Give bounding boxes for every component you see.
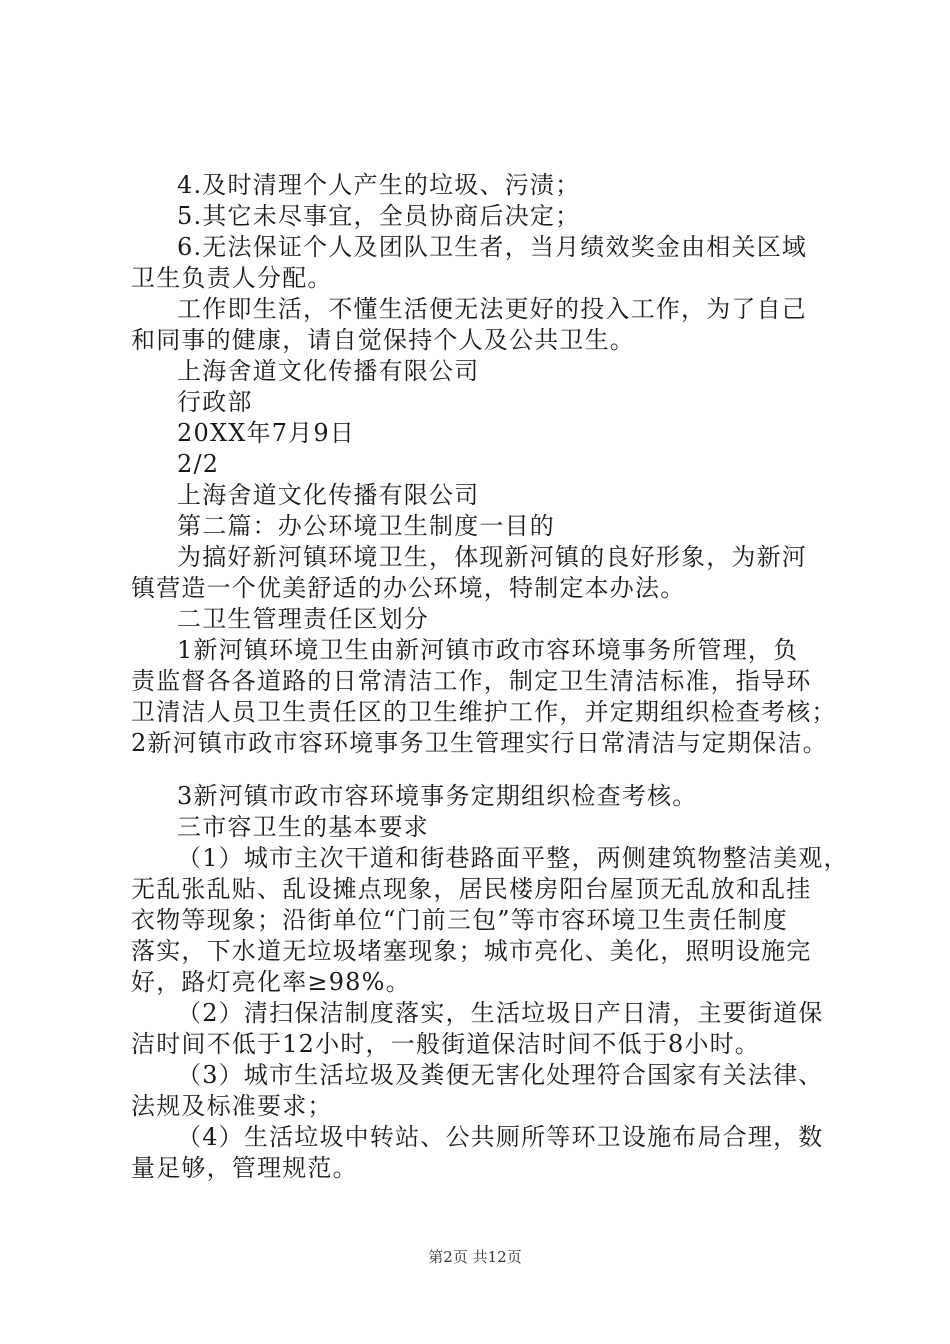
text-line: 责监督各各道路的日常清洁工作，制定卫生清洁标准，指导环 <box>131 667 812 695</box>
company-name: 上海舍道文化传播有限公司 <box>177 357 480 385</box>
text-line: 3新河镇市政市容环境事务定期组织检查考核。 <box>177 782 698 810</box>
department-name: 行政部 <box>177 388 253 416</box>
text-line: 卫清洁人员卫生责任区的卫生维护工作，并定期组织检查考核； <box>131 698 837 726</box>
text-line: 和同事的健康，请自觉保持个人及公共卫生。 <box>131 326 635 354</box>
section-heading: 二卫生管理责任区划分 <box>177 605 429 633</box>
text-line: 4.及时清理个人产生的垃圾、污渍； <box>177 171 581 199</box>
text-line: 衣物等现象；沿街单位“门前三包”等市容环境卫生责任制度 <box>131 906 788 934</box>
text-line: 镇营造一个优美舒适的办公环境，特制定本办法。 <box>131 574 686 602</box>
text-line: 洁时间不低于12小时，一般街道保洁时间不低于8小时。 <box>131 1030 761 1058</box>
company-name: 上海舍道文化传播有限公司 <box>177 481 480 509</box>
section-heading: 三市容卫生的基本要求 <box>177 813 429 841</box>
text-line: 好，路灯亮化率≥98%。 <box>131 968 411 996</box>
text-line: 无乱张乱贴、乱设摊点现象，居民楼房阳台屋顶无乱放和乱挂 <box>131 875 812 903</box>
document-date: 20XX年7月9日 <box>177 419 356 447</box>
text-line: （3）城市生活垃圾及粪便无害化处理符合国家有关法律、 <box>177 1061 824 1089</box>
text-line: 落实，下水道无垃圾堵塞现象；城市亮化、美化，照明设施完 <box>131 937 812 965</box>
document-body <box>131 170 849 1184</box>
text-line: 卫生负责人分配。 <box>131 264 333 292</box>
text-line: 为搞好新河镇环境卫生，体现新河镇的良好形象，为新河 <box>177 543 807 571</box>
text-line: （1）城市主次干道和街巷路面平整，两侧建筑物整洁美观， <box>177 844 849 872</box>
page-marker: 2/2 <box>177 450 220 478</box>
text-line: 工作即生活，不懂生活便无法更好的投入工作，为了自己 <box>177 295 807 323</box>
page-footer: 第2页 共12页 <box>428 1248 522 1266</box>
text-line: （4）生活垃圾中转站、公共厕所等环卫设施布局合理，数 <box>177 1123 824 1151</box>
text-line: 5.其它未尽事宜，全员协商后决定； <box>177 202 581 230</box>
text-line: 2新河镇市政市容环境事务卫生管理实行日常清洁与定期保洁。 <box>131 729 828 757</box>
text-line: 法规及标准要求； <box>131 1092 333 1120</box>
text-line: 1新河镇环境卫生由新河镇市政市容环境事务所管理，负 <box>177 636 799 664</box>
paragraph-gap <box>131 759 837 781</box>
text-line: 6.无法保证个人及团队卫生者，当月绩效奖金由相关区域 <box>177 233 808 261</box>
text-line: （2）清扫保洁制度落实，生活垃圾日产日清，主要街道保 <box>177 999 824 1027</box>
text-line: 量足够，管理规范。 <box>131 1154 358 1182</box>
section-heading: 第二篇：办公环境卫生制度一目的 <box>177 512 555 540</box>
